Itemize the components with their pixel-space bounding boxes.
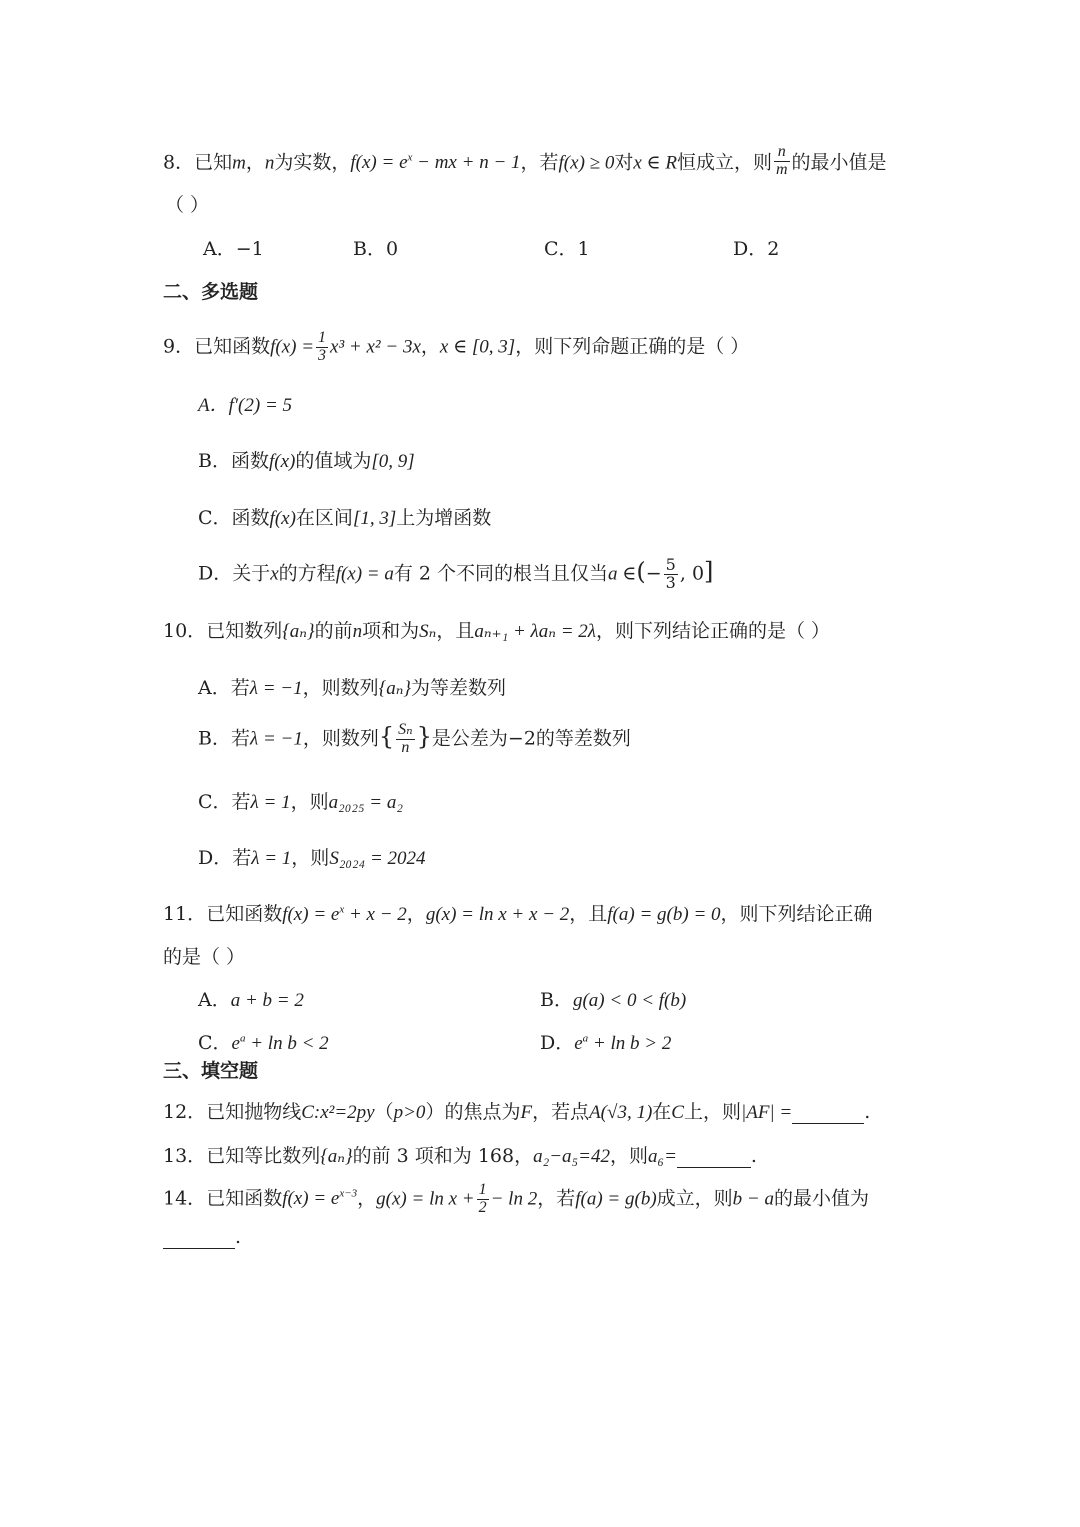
q11-option-b: B．g(a) < 0 < f(b)	[540, 989, 687, 1011]
q10-b-fraction: $\frac{\text{Sₙ}}{n}$	[398, 721, 413, 756]
q8-option-b: B．0	[353, 238, 399, 260]
q10-option-c: C．若λ = 1，则a₂₀₂₅ = a₂	[198, 791, 403, 813]
q9-option-d: D．关于x的方程f(x) = a有 2 个不同的根当且仅当a ∈(− $\frac{5}{3}$ , 0]	[198, 555, 714, 592]
q14-stem: 14．已知函数$f(x) = e^{x-3}$，g(x) = ln x + $\frac{1}{2}$ − ln 2，若f(a) = g(b)成立，则b − a的最小值为	[163, 1181, 870, 1216]
q9-option-c: C．函数f(x)在区间[1, 3]上为增函数	[198, 507, 492, 529]
q14-answer-line: .	[163, 1226, 241, 1249]
q8-number: 8．	[163, 151, 195, 174]
section-fill-in: 三、填空题	[163, 1060, 259, 1082]
q8-paren: （ ）	[165, 194, 210, 216]
q11-option-a: A．a + b = 2	[198, 989, 304, 1011]
q8-option-d: D．2	[733, 238, 780, 260]
q9-stem: 9．已知函数f(x) = $\frac{1}{3}$ x³ + x² − 3x，x ∈ [0, 3]，则下列命题正确的是（ ）	[163, 329, 750, 364]
section-multiple-choice: 二、多选题	[163, 281, 259, 303]
q9-option-a: A．f′(2) = 5	[198, 395, 293, 416]
q8-stem: 8．已知m，n为实数，$f(x) = e^x$ − mx + n − 1，若f(x) ≥ 0对x ∈ R恒成立，则 $\frac{n}{m}$ 的最小值是	[163, 143, 887, 178]
q10-option-a: A．若λ = −1，则数列{aₙ}为等差数列	[198, 677, 507, 699]
q12-answer-blank[interactable]	[792, 1101, 864, 1124]
q11-option-d: D．$e^a + \ln b > 2$	[540, 1032, 672, 1054]
q12-stem: 12．已知抛物线C:x²=2py（p>0）的焦点为F，若点A(√3, 1)在C上，则|AF| = .	[163, 1101, 871, 1123]
q14-fraction: $\frac{1}{2}$	[478, 1181, 487, 1216]
q10-option-d: D．若λ = 1，则S₂₀₂₄ = 2024	[198, 847, 426, 869]
q10-stem: 10．已知数列{aₙ}的前n项和为Sₙ，且aₙ₊₁ + λaₙ = 2λ，则下列结论正确的是（ ）	[163, 620, 831, 642]
q9-fraction: $\frac{1}{3}$	[318, 329, 327, 364]
q13-answer-blank[interactable]	[677, 1145, 751, 1168]
q14-answer-blank[interactable]	[163, 1226, 235, 1249]
q8-fraction: $\frac{n}{m}$	[775, 143, 788, 178]
q11-option-c: C．$e^a + \ln b < 2$	[198, 1032, 329, 1054]
q11-stem-cont: 的是（ ）	[163, 946, 246, 968]
q8-function: $f(x) = e^x$ − mx + n − 1	[350, 151, 521, 174]
q11-stem: 11．已知函数$f(x) = e^x + x - 2$，g(x) = ln x + x − 2，且f(a) = g(b) = 0，则下列结论正确	[163, 903, 873, 925]
q9-d-fraction: $\frac{5}{3}$	[665, 555, 676, 592]
q10-option-b: B．若λ = −1，则数列{ $\frac{\text{Sₙ}}{n}$ }是公差为−2的等差数列	[198, 721, 631, 756]
q8-option-a: A．−1	[203, 238, 264, 260]
q9-option-b: B．函数f(x)的值域为[0, 9]	[198, 450, 415, 472]
q8-option-c: C．1	[544, 238, 590, 260]
q13-stem: 13．已知等比数列{aₙ}的前 3 项和为 168，a₂−a₅=42，则a₆= .	[163, 1145, 757, 1167]
